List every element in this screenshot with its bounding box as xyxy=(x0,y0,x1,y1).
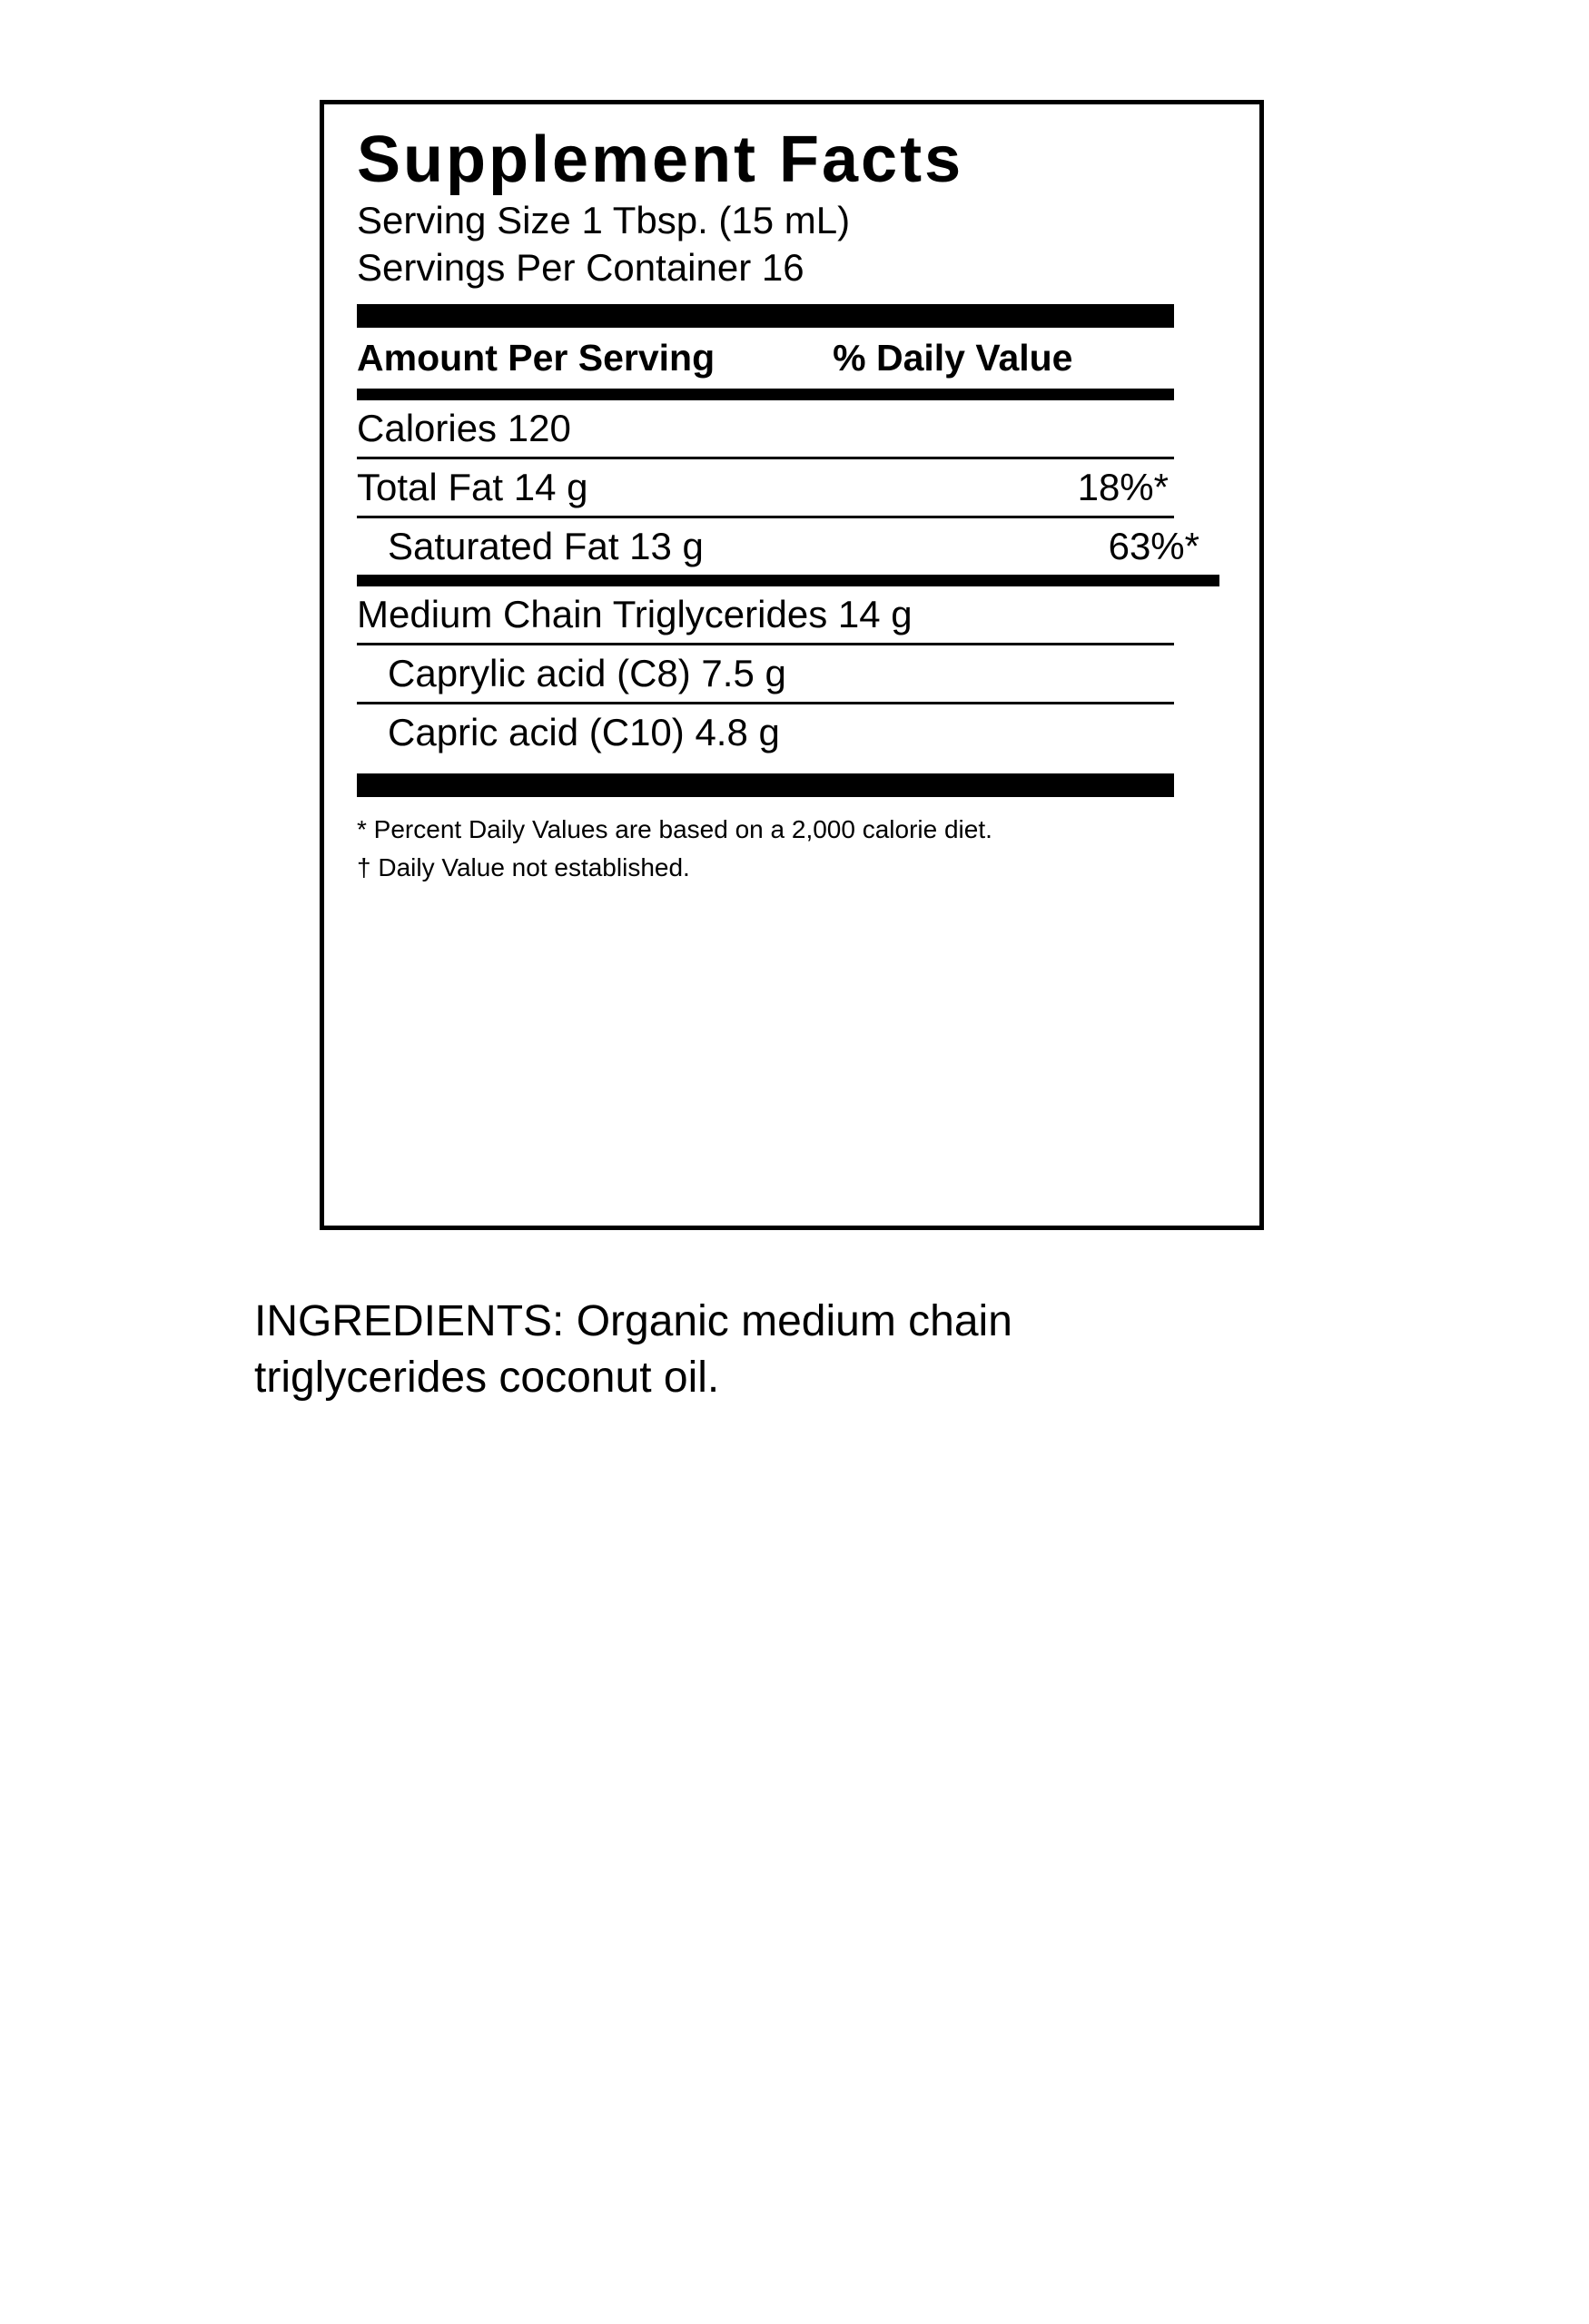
serving-size-text: Serving Size 1 Tbsp. (15 mL) xyxy=(357,198,851,241)
nutrient-name: Total Fat 14 g xyxy=(357,465,588,508)
amount-per-serving-header: Amount Per Serving xyxy=(357,336,716,379)
table-row xyxy=(357,518,1205,575)
nutrient-name: Caprylic acid (C8) 7.5 g xyxy=(388,651,786,694)
divider-medium-mid xyxy=(357,575,1219,586)
divider-medium-header xyxy=(357,389,1174,400)
supplement-facts-inner xyxy=(324,104,1259,885)
nutrient-name: Saturated Fat 13 g xyxy=(388,524,704,567)
servings-per-container-text: Servings Per Container 16 xyxy=(357,245,804,289)
divider-thick-top xyxy=(357,304,1174,328)
nutrient-name: Capric acid (C10) 4.8 g xyxy=(388,710,780,753)
table-header-row xyxy=(357,328,1174,389)
nutrient-daily-value: 63%* xyxy=(1108,524,1199,567)
nutrient-name: Calories 120 xyxy=(357,406,571,449)
table-row xyxy=(357,586,1174,643)
table-row xyxy=(357,459,1174,516)
ingredients-block xyxy=(254,1294,1326,1407)
ingredients-line-1: INGREDIENTS: Organic medium chain xyxy=(254,1297,1012,1345)
table-row xyxy=(357,645,1205,702)
daily-value-header: % Daily Value xyxy=(833,336,1073,379)
footnote-daily-values: * Percent Daily Values are based on a 2,000 calorie diet. xyxy=(357,814,992,843)
table-row xyxy=(357,400,1174,457)
supplement-facts-panel xyxy=(320,100,1264,1230)
nutrient-daily-value: 18%* xyxy=(1077,465,1169,508)
divider-thick-bottom xyxy=(357,773,1174,797)
ingredients-line-2: triglycerides coconut oil. xyxy=(254,1354,720,1403)
nutrient-name: Medium Chain Triglycerides 14 g xyxy=(357,592,913,635)
table-row xyxy=(357,704,1205,761)
supplement-facts-title: Supplement Facts xyxy=(357,123,964,196)
footnote-dv-not-established: † Daily Value not established. xyxy=(357,852,690,881)
